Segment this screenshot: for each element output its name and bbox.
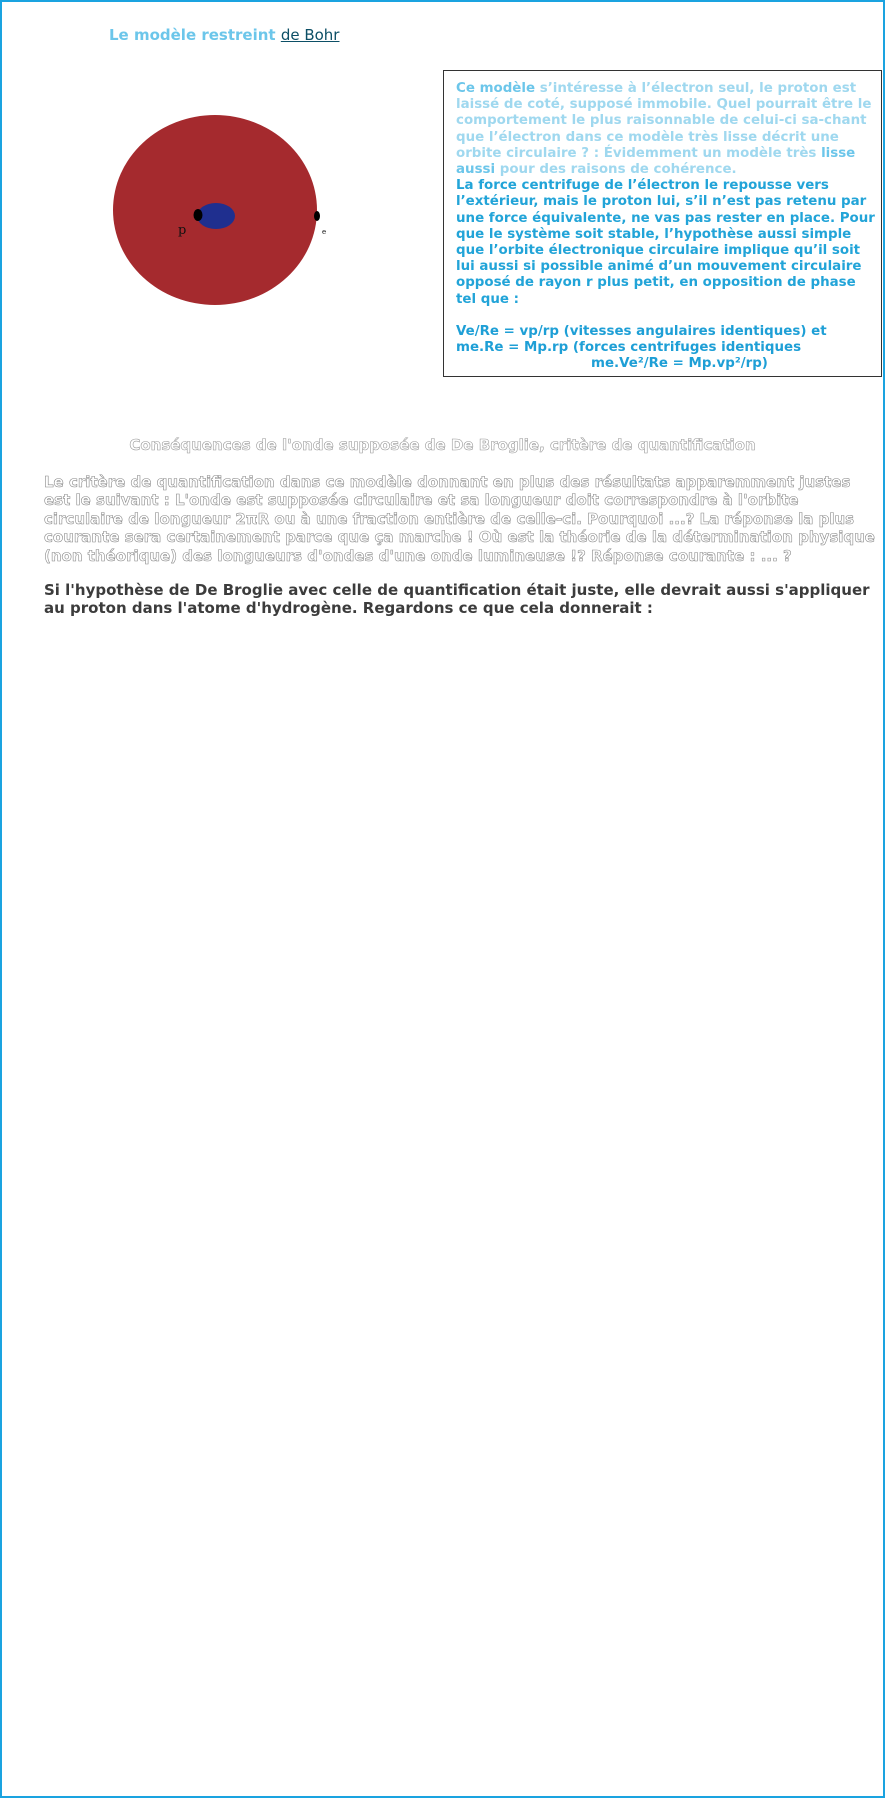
model-explanation-box [443,70,882,377]
quantification-paragraph: Le critère de quantification dans ce modèle donnant en plus des résultats apparemment justes est le suivant : L'onde est supposée circulaire et sa longueur doit correspondre à l'orbite circulaire de longueur 2πR ou à une fraction entière de celle-ci. Pourquoi ...? La réponse la plus courante sera certainement parce que ça marche ! Où est la théorie de la détermination physique (non théorique) des longueurs d'ondes d'une onde lumineuse !? Réponse courante : ... ? [44,473,875,565]
equation-2: me.Re = Mp.rp (forces centrifuges identiques [456,340,802,356]
proton-label: p [178,223,187,238]
electron-dot [314,211,320,221]
intro-text: s’intéresse à l’électron seul, le proton est laissé de coté, supposé immobile. Quel pourrait être le comportement le plus raisonnable de celui-ci sa-chant que l’électron dans ce modèle très lisse décrit une orbite circulaire ? : Évidemment un modèle très [456,81,872,161]
lisse-lead: lisse aussi [456,145,856,178]
proton-dot [194,209,203,221]
force-text: La force centrifuge de l’électron le repousse vers l’extérieur, mais le proton lui, s’il n’est pas retenu par une force équivalente, ne vas pas rester en place. Pour que le système soit stable, l’hypothèse aussi simple que l’orbite électronique circulaire implique qu’il soit lui aussi si possible animé d’un mouvement circulaire opposé de rayon r plus petit, en opposition de phase tel que : [456,178,875,307]
page-title [109,26,339,44]
section-heading: Conséquences de l'onde supposée de De Broglie, critère de quantification [129,436,756,454]
bohr-link[interactable]: de Bohr [280,26,340,44]
equation-3: me.Ve²/Re = Mp.vp²/rp) [591,356,768,372]
proton-orbit [197,203,235,229]
equation-1: Ve/Re = vp/rp (vitesses angulaires identiques) et [456,323,827,339]
title-plain: Le modèle restreint [109,26,276,44]
lisse-text: pour des raisons de cohérence. [495,162,737,178]
intro-lead: Ce modèle [456,81,536,96]
electron-label: e [322,228,327,236]
hypothesis-paragraph: Si l'hypothèse de De Broglie avec celle de quantification était juste, elle devrait aussi s'appliquer au proton dans l'atome d'hydrogène. Regardons ce que cela donnerait : [44,581,870,618]
atom-diagram [108,110,338,320]
